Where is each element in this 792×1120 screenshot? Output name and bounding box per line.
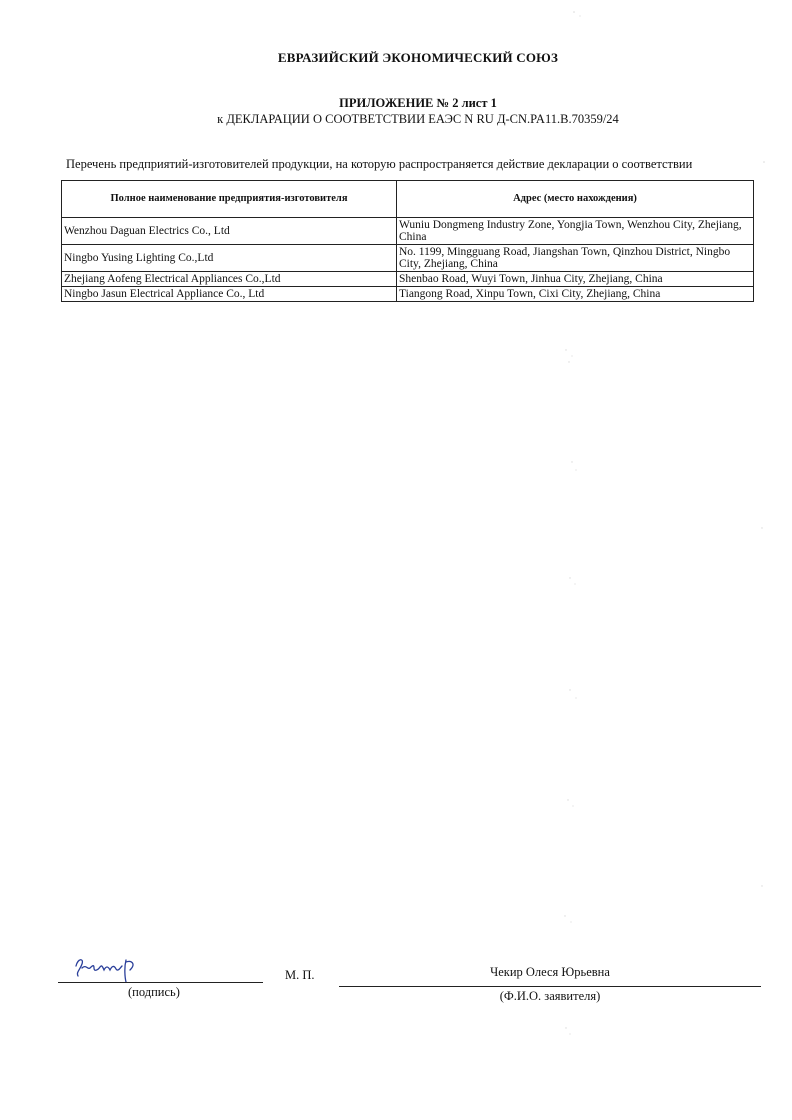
- table-row: [62, 218, 754, 245]
- manufacturer-name: Ningbo Yusing Lighting Co.,Ltd: [62, 245, 397, 272]
- handwritten-signature: [70, 952, 150, 984]
- intro-text: Перечень предприятий-изготовителей продукции, на которую распространяется действие декларации о соответствии: [66, 157, 693, 171]
- signer-name-line: [339, 986, 761, 987]
- manufacturer-address: Wuniu Dongmeng Industry Zone, Yongjia Town, Wenzhou City, Zhejiang, China: [397, 218, 754, 245]
- annex-title: ПРИЛОЖЕНИЕ № 2 лист 1: [339, 96, 497, 110]
- column-header-address: Адрес (место нахождения): [397, 181, 754, 218]
- union-title: ЕВРАЗИЙСКИЙ ЭКОНОМИЧЕСКИЙ СОЮЗ: [277, 50, 559, 65]
- signature-caption: (подпись): [128, 985, 180, 999]
- stamp-label: М. П.: [285, 968, 315, 982]
- table-header-row: [62, 181, 754, 218]
- column-header-name: Полное наименование предприятия-изготовителя: [62, 181, 397, 218]
- table-row: [62, 287, 754, 302]
- table-row: [62, 245, 754, 272]
- manufacturers-table: [61, 180, 754, 302]
- manufacturer-name: Wenzhou Daguan Electrics Co., Ltd: [62, 218, 397, 245]
- signer-caption: (Ф.И.О. заявителя): [499, 989, 601, 1003]
- signature-line: [58, 982, 263, 983]
- declaration-reference: к ДЕКЛАРАЦИИ О СООТВЕТСТВИИ ЕАЭС N RU Д-CN.PA11.B.70359/24: [217, 112, 619, 126]
- manufacturer-address: Tiangong Road, Xinpu Town, Cixi City, Zhejiang, China: [397, 287, 754, 302]
- manufacturer-name: Zhejiang Aofeng Electrical Appliances Co.,Ltd: [62, 272, 397, 287]
- signer-name: Чекир Олеся Юрьевна: [490, 965, 610, 979]
- table-row: [62, 272, 754, 287]
- manufacturer-name: Ningbo Jasun Electrical Appliance Co., Ltd: [62, 287, 397, 302]
- manufacturer-address: Shenbao Road, Wuyi Town, Jinhua City, Zhejiang, China: [397, 272, 754, 287]
- manufacturer-address: No. 1199, Mingguang Road, Jiangshan Town, Qinzhou District, Ningbo City, Zhejiang, China: [397, 245, 754, 272]
